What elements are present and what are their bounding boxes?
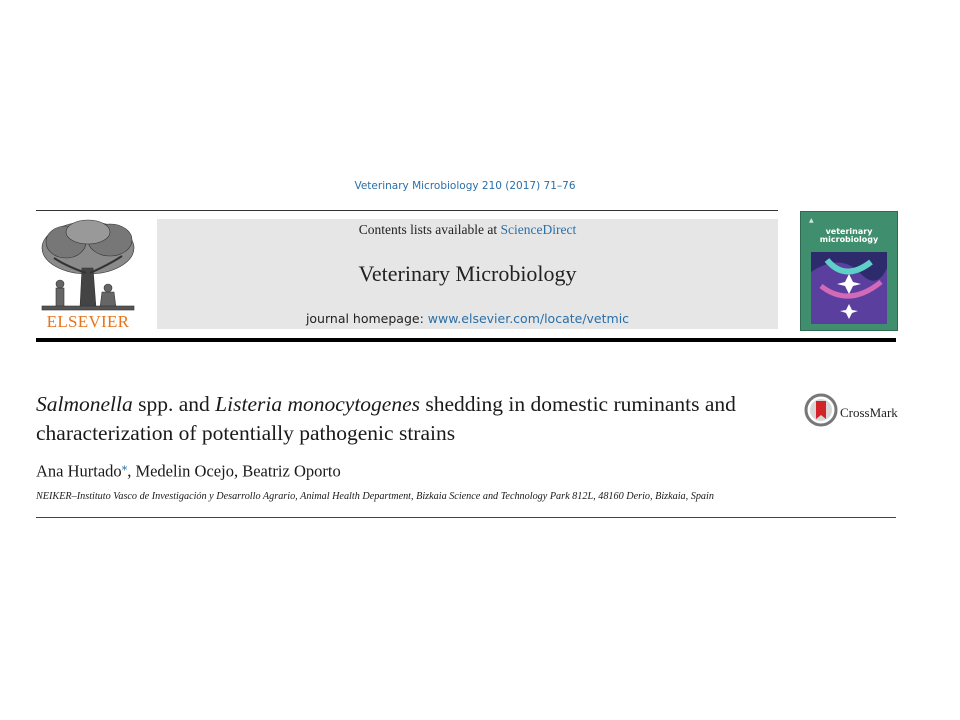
crossmark-label[interactable]: CrossMark [840, 405, 898, 420]
journal-citation: Veterinary Microbiology 210 (2017) 71–76 [354, 180, 576, 192]
crossmark-icon[interactable] [804, 393, 838, 431]
title-italic-listeria: Listeria monocytogenes [215, 392, 420, 416]
corresponding-author-mark[interactable]: ⁎ [121, 461, 128, 473]
author-name[interactable]: Ana Hurtado [36, 461, 122, 481]
header-top-rule [36, 210, 778, 211]
cover-art-icon [801, 212, 897, 330]
journal-name: Veterinary Microbiology [358, 261, 577, 286]
title-part-2: shedding in domestic ruminants and characterization of potentially pathogenic strains [36, 392, 736, 445]
journal-banner [157, 219, 778, 329]
author-names-rest: , Medelin Ocejo, Beatriz Oporto [127, 461, 341, 481]
title-italic-salmonella: Salmonella [36, 392, 133, 416]
homepage-line [157, 311, 778, 326]
elsevier-wordmark: ELSEVIER [46, 312, 130, 331]
author-list [36, 460, 341, 482]
homepage-link[interactable]: www.elsevier.com/locate/vetmic [427, 311, 630, 326]
article-title [36, 390, 796, 448]
sciencedirect-link[interactable]: ScienceDirect [500, 222, 577, 237]
header-bottom-rule [36, 338, 896, 342]
homepage-prefix: journal homepage: [305, 311, 428, 326]
affiliation-rule [36, 517, 896, 518]
contents-line [157, 222, 778, 238]
title-part-1: spp. and [132, 392, 216, 416]
contents-prefix: Contents lists available at [358, 222, 501, 237]
journal-cover-thumbnail [800, 211, 898, 331]
affiliation: NEIKER–Instituto Vasco de Investigación y Desarrollo Agrario, Animal Health Department, Bizkaia Science and Technology Park 812L, 48160 Derio, Bizkaia, Spain [36, 491, 714, 502]
cover-publisher-icon: ▲ [809, 217, 814, 224]
cover-title-line2: microbiology [819, 235, 879, 244]
cover-title-line1: veterinary [825, 227, 873, 236]
